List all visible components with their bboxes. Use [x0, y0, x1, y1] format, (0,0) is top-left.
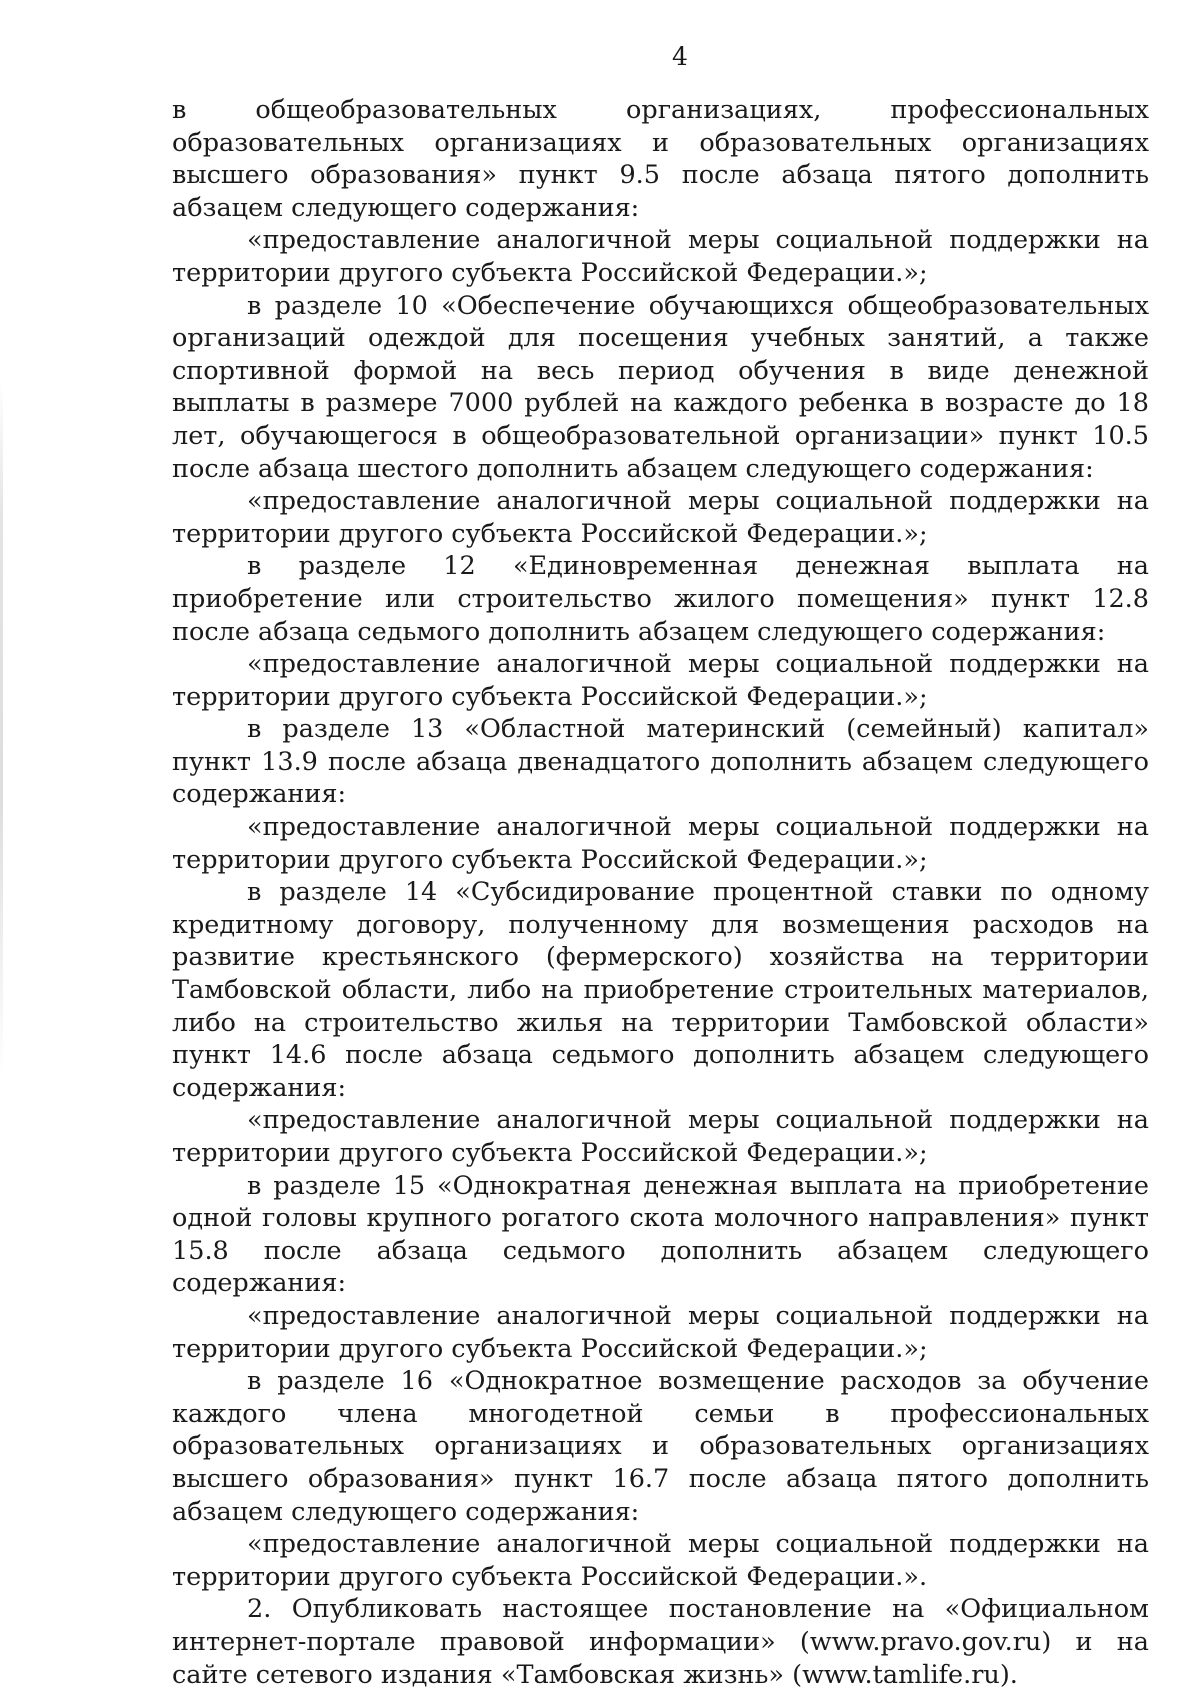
- paragraph: «предоставление аналогичной меры социальной поддержки на территории другого субъекта Российской Федерации.»;: [172, 225, 1149, 288]
- paragraph: в разделе 15 «Однократная денежная выплата на приобретение одной головы крупного рогатого скота молочного направления» пункт 15.8 после абзаца седьмого дополнить абзацем следующего содержания:: [172, 1170, 1149, 1299]
- paragraph: «предоставление аналогичной меры социальной поддержки на территории другого субъекта Российской Федерации.»;: [172, 1105, 1149, 1168]
- paragraph: в разделе 10 «Обеспечение обучающихся общеобразовательных организаций одеждой для посещения учебных занятий, а также спортивной формой на весь период обучения в виде денежной выплаты в размере 7000 рублей на каждого ребенка в возрасте до 18 лет, обучающегося в общеобразовательной организации» пункт 10.5 после абзаца шестого дополнить абзацем следующего содержания:: [172, 290, 1149, 484]
- paragraph: в разделе 13 «Областной материнский (семейный) капитал» пункт 13.9 после абзаца двенадцатого дополнить абзацем следующего содержания:: [172, 714, 1149, 810]
- paragraph: «предоставление аналогичной меры социальной поддержки на территории другого субъекта Российской Федерации.»;: [172, 812, 1149, 875]
- publication-clause: 2. Опубликовать настоящее постановление на «Официальном интернет-портале правовой информации» (www.pravo.gov.ru) и на сайте сетевого издания «Тамбовская жизнь» (www.tamlife.ru).: [172, 1594, 1149, 1690]
- paragraph: «предоставление аналогичной меры социальной поддержки на территории другого субъекта Российской Федерации.»;: [172, 649, 1149, 712]
- paragraph: в разделе 12 «Единовременная денежная выплата на приобретение или строительство жилого помещения» пункт 12.8 после абзаца седьмого дополнить абзацем следующего содержания:: [172, 551, 1149, 647]
- paragraph: «предоставление аналогичной меры социальной поддержки на территории другого субъекта Российской Федерации.».: [172, 1529, 1149, 1592]
- paragraph: в разделе 16 «Однократное возмещение расходов за обучение каждого члена многодетной семьи в профессиональных образовательных организациях и образовательных организациях высшего образования» пункт 16.7 после абзаца пятого дополнить абзацем следующего содержания:: [172, 1366, 1149, 1527]
- paragraph: «предоставление аналогичной меры социальной поддержки на территории другого субъекта Российской Федерации.»;: [172, 486, 1149, 549]
- paragraph: в общеобразовательных организациях, профессиональных образовательных организациях и образовательных организациях высшего образования» пункт 9.5 после абзаца пятого дополнить абзацем следующего содержания:: [172, 95, 1149, 223]
- paragraph: «предоставление аналогичной меры социальной поддержки на территории другого субъекта Российской Федерации.»;: [172, 1300, 1149, 1364]
- scan-edge-shadow: [0, 380, 3, 1080]
- page-number: 4: [672, 42, 688, 71]
- paragraph: в разделе 14 «Субсидирование процентной ставки по одному кредитному договору, полученному для возмещения расходов на развитие крестьянского (фермерского) хозяйства на территории Тамбовской области, либо на приобретение строительных материалов, либо на строительство жилья на территории Тамбовской области» пункт 14.6 после абзаца седьмого дополнить абзацем следующего содержания:: [172, 877, 1149, 1103]
- document-body: [172, 94, 1149, 1691]
